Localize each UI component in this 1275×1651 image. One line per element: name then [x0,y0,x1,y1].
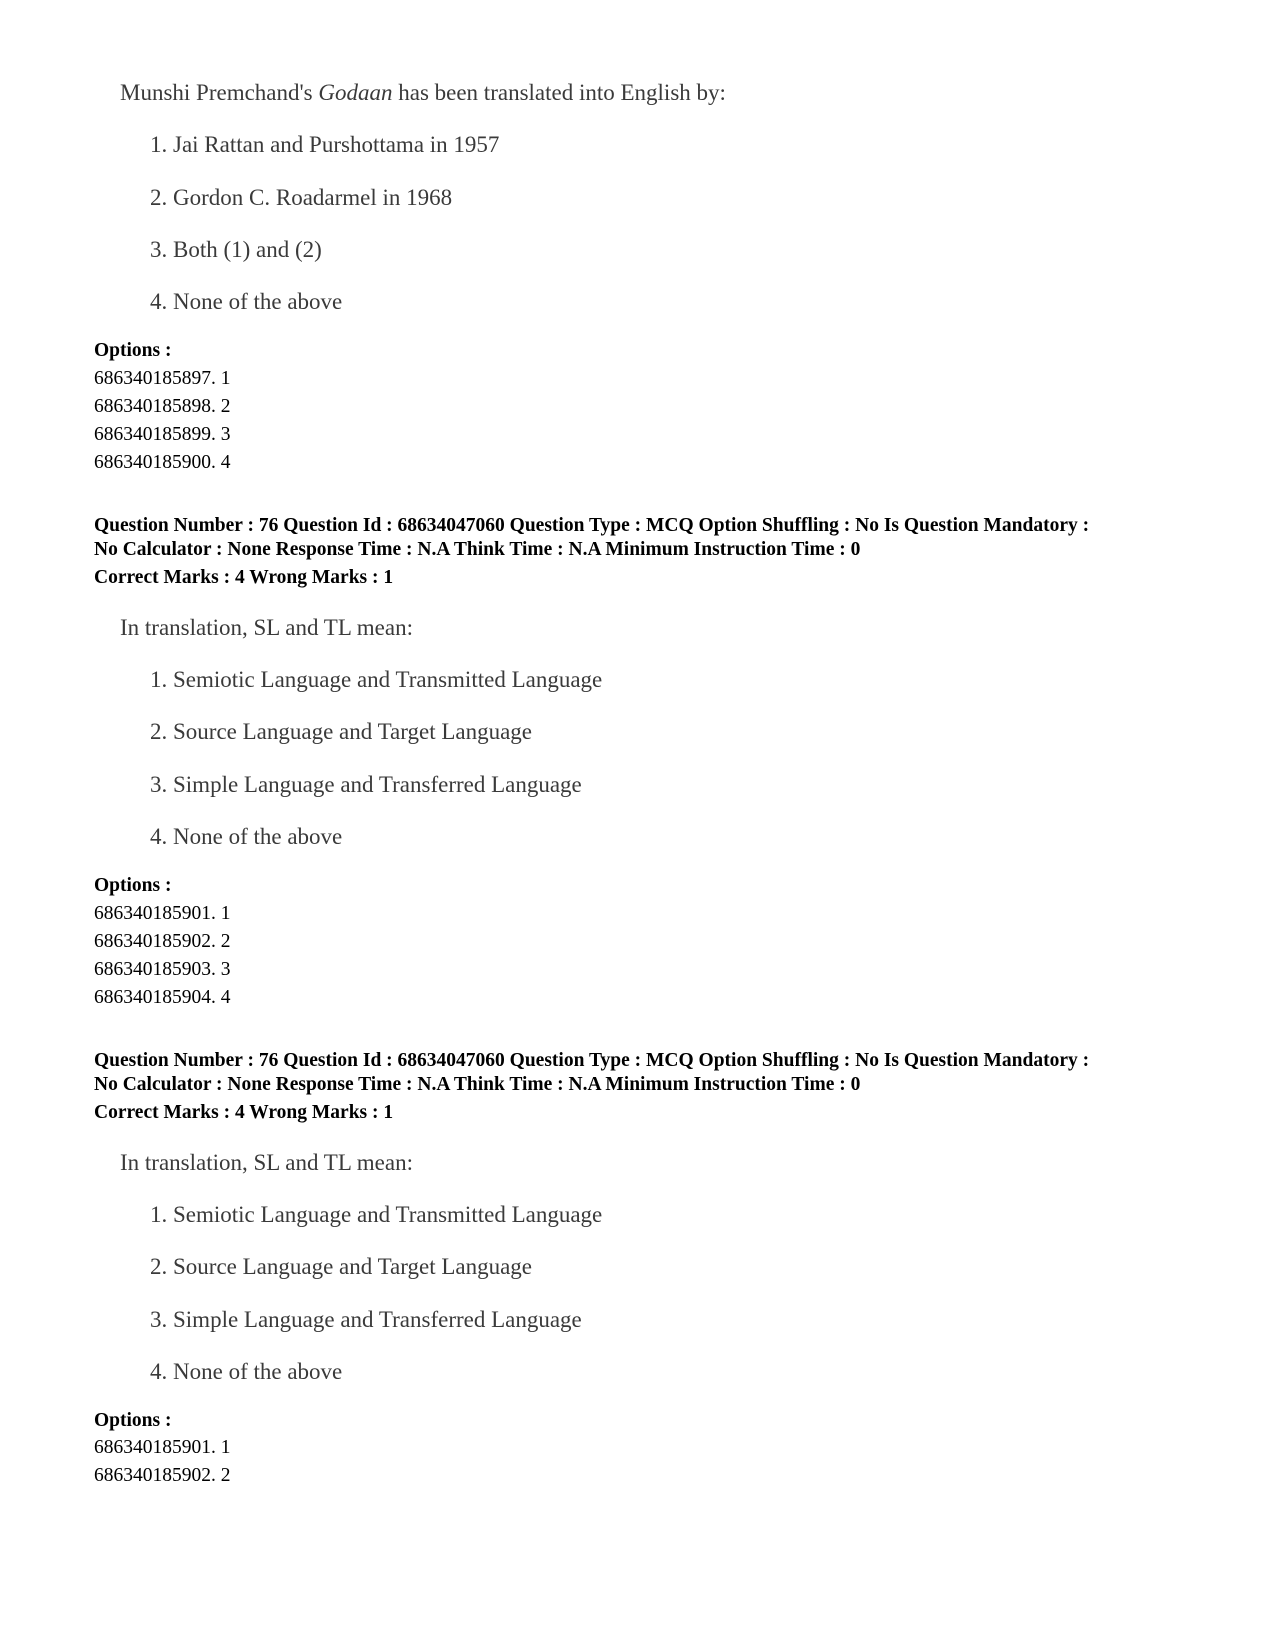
option-id: 686340185901. 1 [94,1437,231,1458]
option-id: 686340185899. 3 [94,424,231,445]
question-text-part: Munshi Premchand's [120,80,319,105]
option-id: 686340185902. 2 [94,1465,231,1486]
question-meta-line: Question Number : 76 Question Id : 68634047060 Question Type : MCQ Option Shuffling : No Is Question Mandatory : [94,515,1090,536]
option-id: 686340185898. 2 [94,396,231,417]
question-meta-line: No Calculator : None Response Time : N.A Think Time : N.A Minimum Instruction Time : 0 [94,1074,861,1095]
choice-item: 4. None of the above [150,1359,343,1384]
choice-item: 3. Both (1) and (2) [150,237,322,262]
options-label: Options : [94,1410,172,1431]
question-meta-line: No Calculator : None Response Time : N.A Think Time : N.A Minimum Instruction Time : 0 [94,539,861,560]
choice-item: 4. None of the above [150,289,343,314]
choice-item: 2. Source Language and Target Language [150,719,533,744]
question-meta [94,1049,1214,1125]
question-text-italic: Godaan [318,80,393,105]
option-id: 686340185902. 2 [94,931,231,952]
options-label: Options : [94,340,172,361]
question-meta [94,514,1214,590]
choice-item: 3. Simple Language and Transferred Language [150,1307,582,1332]
choice-item: 2. Gordon C. Roadarmel in 1968 [150,185,453,210]
choice-item: 3. Simple Language and Transferred Language [150,772,582,797]
choice-item: 1. Semiotic Language and Transmitted Language [150,667,603,692]
option-id: 686340185903. 3 [94,959,231,980]
question-marks: Correct Marks : 4 Wrong Marks : 1 [94,567,394,588]
question-meta-line: Question Number : 76 Question Id : 68634047060 Question Type : MCQ Option Shuffling : No Is Question Mandatory : [94,1050,1090,1071]
option-id: 686340185900. 4 [94,452,231,473]
choice-item: 1. Jai Rattan and Purshottama in 1957 [150,132,500,157]
question-marks: Correct Marks : 4 Wrong Marks : 1 [94,1102,394,1123]
question-text-part: has been translated into English by: [392,80,726,105]
option-id: 686340185897. 1 [94,368,231,389]
options-label: Options : [94,875,172,896]
choice-item: 1. Semiotic Language and Transmitted Language [150,1202,603,1227]
choice-item: 2. Source Language and Target Language [150,1254,533,1279]
option-id: 686340185904. 4 [94,987,231,1008]
question-text: In translation, SL and TL mean: [120,615,413,640]
choice-item: 4. None of the above [150,824,343,849]
option-id: 686340185901. 1 [94,903,231,924]
question-text: In translation, SL and TL mean: [120,1150,413,1175]
question-text [120,80,726,106]
